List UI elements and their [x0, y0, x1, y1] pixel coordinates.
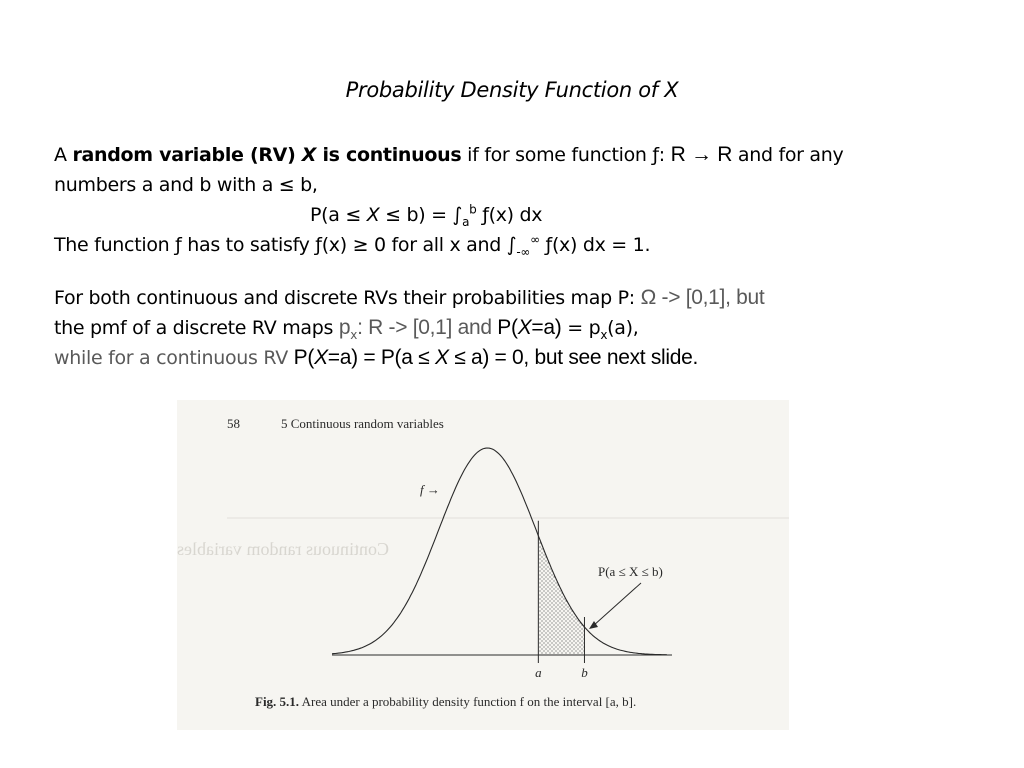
term-is-continuous: is continuous [316, 144, 462, 166]
integral-upper-limit: b [469, 202, 477, 217]
a-label: a [535, 665, 542, 680]
bleed-through-text: Continuous random variables [177, 539, 389, 559]
var-x: X [301, 144, 317, 166]
definition-line-1 [54, 140, 974, 170]
equals-px: = p [561, 317, 601, 339]
b-label: b [581, 665, 588, 680]
comparison-text: For both continuous and discrete RVs their probabilities map P: [54, 287, 641, 309]
definition-paragraph [54, 140, 974, 260]
set-r-range: R [711, 143, 733, 166]
figure-background [177, 400, 789, 730]
integral-lower-limit: -∞ [516, 244, 531, 259]
text-and-for-any: and for any [732, 144, 844, 166]
prob-close: =a) [531, 316, 562, 339]
var-x: X [434, 346, 449, 369]
prob-equality: =a) = P(a ≤ [327, 346, 435, 369]
var-x: X [517, 316, 532, 339]
definition-line-2: numbers a and b with a ≤ b, [54, 174, 318, 196]
caption-text: Area under a probability density function f on the interval [a, b]. [299, 694, 637, 709]
comparison-line-3 [54, 343, 974, 373]
pmf-text: the pmf of a discrete RV maps [54, 317, 339, 339]
normalization-end: ƒ(x) dx = 1. [539, 234, 651, 256]
pmf-subscript: x [350, 327, 358, 342]
continuous-rv-text: while for a continuous RV [54, 347, 294, 369]
pmf-mapping: : R -> [0,1] and [357, 316, 498, 339]
comparison-line-1 [54, 283, 974, 313]
probability-label: P(a ≤ X ≤ b) [598, 564, 663, 579]
prob-open: P( [497, 316, 518, 339]
text-function: if for some function ƒ: [461, 144, 671, 166]
term-random-variable: random variable (RV) [72, 144, 302, 166]
comparison-paragraph [54, 283, 974, 373]
formula-part-3: ƒ(x) dx [476, 204, 543, 226]
px-subscript: x [600, 327, 608, 342]
arrow-icon: → [691, 143, 712, 166]
prob-open: P( [293, 346, 315, 369]
chapter-header: 5 Continuous random variables [281, 416, 444, 431]
var-x: X [314, 346, 328, 369]
formula-part-2: ≤ b) = ∫ [379, 204, 463, 226]
caption-label: Fig. 5.1. [255, 694, 300, 709]
probability-formula [54, 200, 974, 230]
integral-upper-limit: ∞ [530, 232, 540, 247]
figure-caption [255, 694, 636, 709]
comparison-line-2 [54, 313, 974, 343]
normalization-text: The function ƒ has to satisfy ƒ(x) ≥ 0 for all x and ∫ [54, 234, 517, 256]
var-x: X [366, 204, 380, 226]
f-label: f → [420, 482, 440, 497]
pdf-figure-svg [177, 400, 789, 730]
omega-mapping: Ω -> [0,1], but [640, 286, 765, 309]
pmf-symbol: p [338, 316, 351, 339]
text-a: A [54, 144, 73, 166]
slide-title: Probability Density Function of X [345, 78, 679, 102]
set-r-domain: R [670, 143, 692, 166]
textbook-figure [177, 400, 789, 730]
prob-zero-text: ≤ a) = 0, but see next slide. [448, 346, 699, 369]
formula-part-1: P(a ≤ [310, 204, 367, 226]
px-arg: (a), [607, 317, 639, 339]
integral-lower-limit: a [462, 214, 470, 229]
definition-line-4 [54, 230, 974, 260]
page-number: 58 [227, 416, 240, 431]
